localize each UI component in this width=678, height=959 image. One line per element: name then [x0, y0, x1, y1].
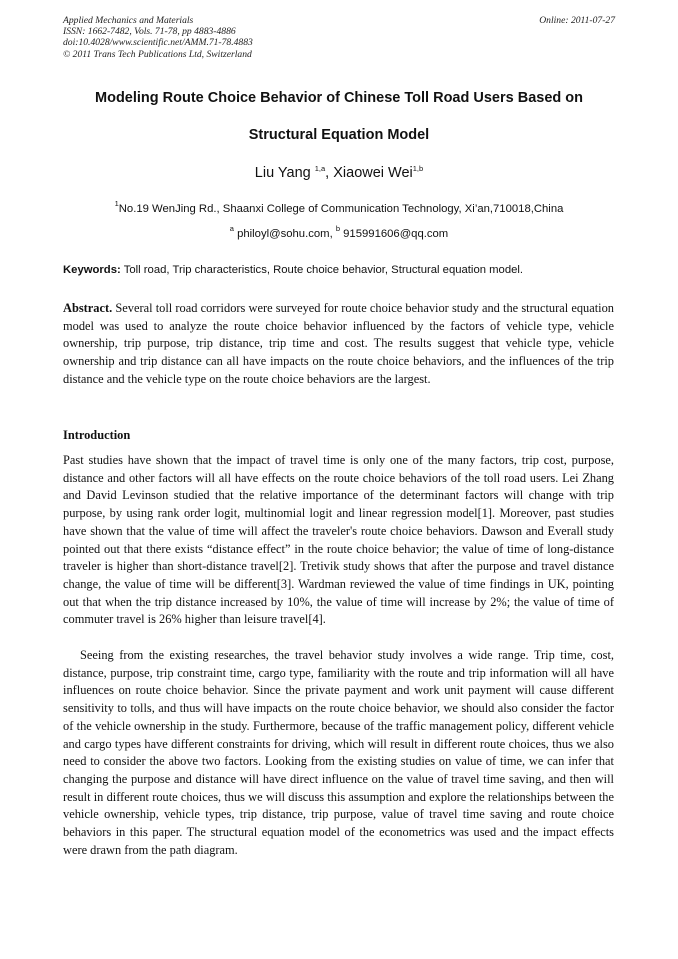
- author-1-affiliation-mark: 1,a: [314, 164, 326, 173]
- author-1: Liu Yang: [254, 165, 315, 181]
- keywords: [63, 264, 623, 276]
- affiliation: [0, 199, 678, 215]
- journal-doi: doi:10.4028/www.scientific.net/AMM.71-78.4883: [63, 37, 253, 49]
- online-date: Online: 2011-07-27: [539, 15, 615, 26]
- affiliation-mark: 1: [114, 199, 119, 208]
- abstract-label: Abstract.: [63, 301, 113, 315]
- section-heading-introduction: Introduction: [63, 428, 131, 442]
- email-a-mark: a: [229, 224, 234, 233]
- affiliation-text: No.19 WenJing Rd., Shaanxi College of Communication Technology, Xi’an,710018,China: [118, 203, 564, 215]
- introduction-paragraph-1: Past studies have shown that the impact of travel time is only one of the many factors, trip cost, purpose, distance and other factors will all have effects on the route choice behaviors of the toll road users. Lei Zhang and David Levinson studied that the relative importance of the determinant factors will change with trip purpose, by using rank order logit, multinomial logit and linear regression model[1]. Moreover, past studies have shown that the value of time will affect the traveler's route choice behaviors. Dawson and Everall study pointed out that there exists “distance effect” in the route choice behavior; the value of time of long-distance traveler is higher than short-distance travel[2]. Tretivik study shows that after the purpose and travel distance change, the value of time will be different[3]. Wardman reviewed the value of time findings in UK, pointing out that when the trip distance increased by 10%, the value of time will increase by 2%; the value of time of commuter travel is 26% higher than leisure travel[4].: [63, 453, 614, 627]
- abstract: [63, 300, 614, 389]
- keywords-text: Toll road, Trip characteristics, Route choice behavior, Structural equation model.: [120, 264, 524, 276]
- journal-name: Applied Mechanics and Materials: [63, 15, 194, 26]
- paper-title-line-1: Modeling Route Choice Behavior of Chinese Toll Road Users Based on: [95, 90, 583, 106]
- paper-title-line-2: Structural Equation Model: [248, 127, 430, 143]
- author-2-affiliation-mark: 1,b: [412, 164, 424, 173]
- journal-copyright: © 2011 Trans Tech Publications Ltd, Switzerland: [63, 48, 252, 60]
- journal-issn: ISSN: 1662-7482, Vols. 71-78, pp 4883-4886: [63, 26, 236, 38]
- email-b: 915991606@qq.com: [340, 228, 449, 240]
- journal-header: [63, 15, 615, 60]
- author-separator: ,: [325, 165, 334, 181]
- abstract-text: Several toll road corridors were surveyed for route choice behavior study and the structural equation model was used to analyze the route choice behavior influenced by the factors of vehicle type, vehicle ownership, trip purpose, trip distance, trip time and cost. The results suggest that vehicle type, vehicle ownership and trip distance can all have impacts on the route choice behaviors, and the influences of the trip distance and the vehicle type on the route choice behaviors are the largest.: [63, 301, 614, 386]
- email-a: philoyl@sohu.com,: [233, 228, 336, 240]
- introduction-paragraph-2: Seeing from the existing researches, the travel behavior study involves a wide range. Trip time, cost, distance, purpose, trip constraint time, cargo type, familiarity with the route and trip information will all have influences on route choice behavior. Since the private payment and work unit payment will cause different sensitivity to tolls, and thus will have impacts on the route choice behavior, we should also consider the factor of the vehicle ownership in the study. Furthermore, because of the traffic management policy, different vehicle and cargo types have different constraints for driving, which will result in different route choices, thus we also need to consider the above two factors. Looking from the existing studies on value of time, we can infer that changing the purpose and distance will have direct influence on the value of travel time saving, and then will result in different route choices, thus we will discuss this assumption and explore the relationships between the vehicle ownership, vehicle types, trip distance, trip purpose, value of travel time saving and route choice behaviors in this paper. The structural equation model of the econometrics was used and the impact effects were drawn from the path diagram.: [63, 648, 614, 857]
- email-b-mark: b: [335, 224, 341, 233]
- keywords-label: Keywords:: [63, 264, 121, 276]
- author-emails: [0, 224, 678, 240]
- author-list: [0, 165, 678, 181]
- author-2: Xiaowei Wei: [333, 165, 413, 181]
